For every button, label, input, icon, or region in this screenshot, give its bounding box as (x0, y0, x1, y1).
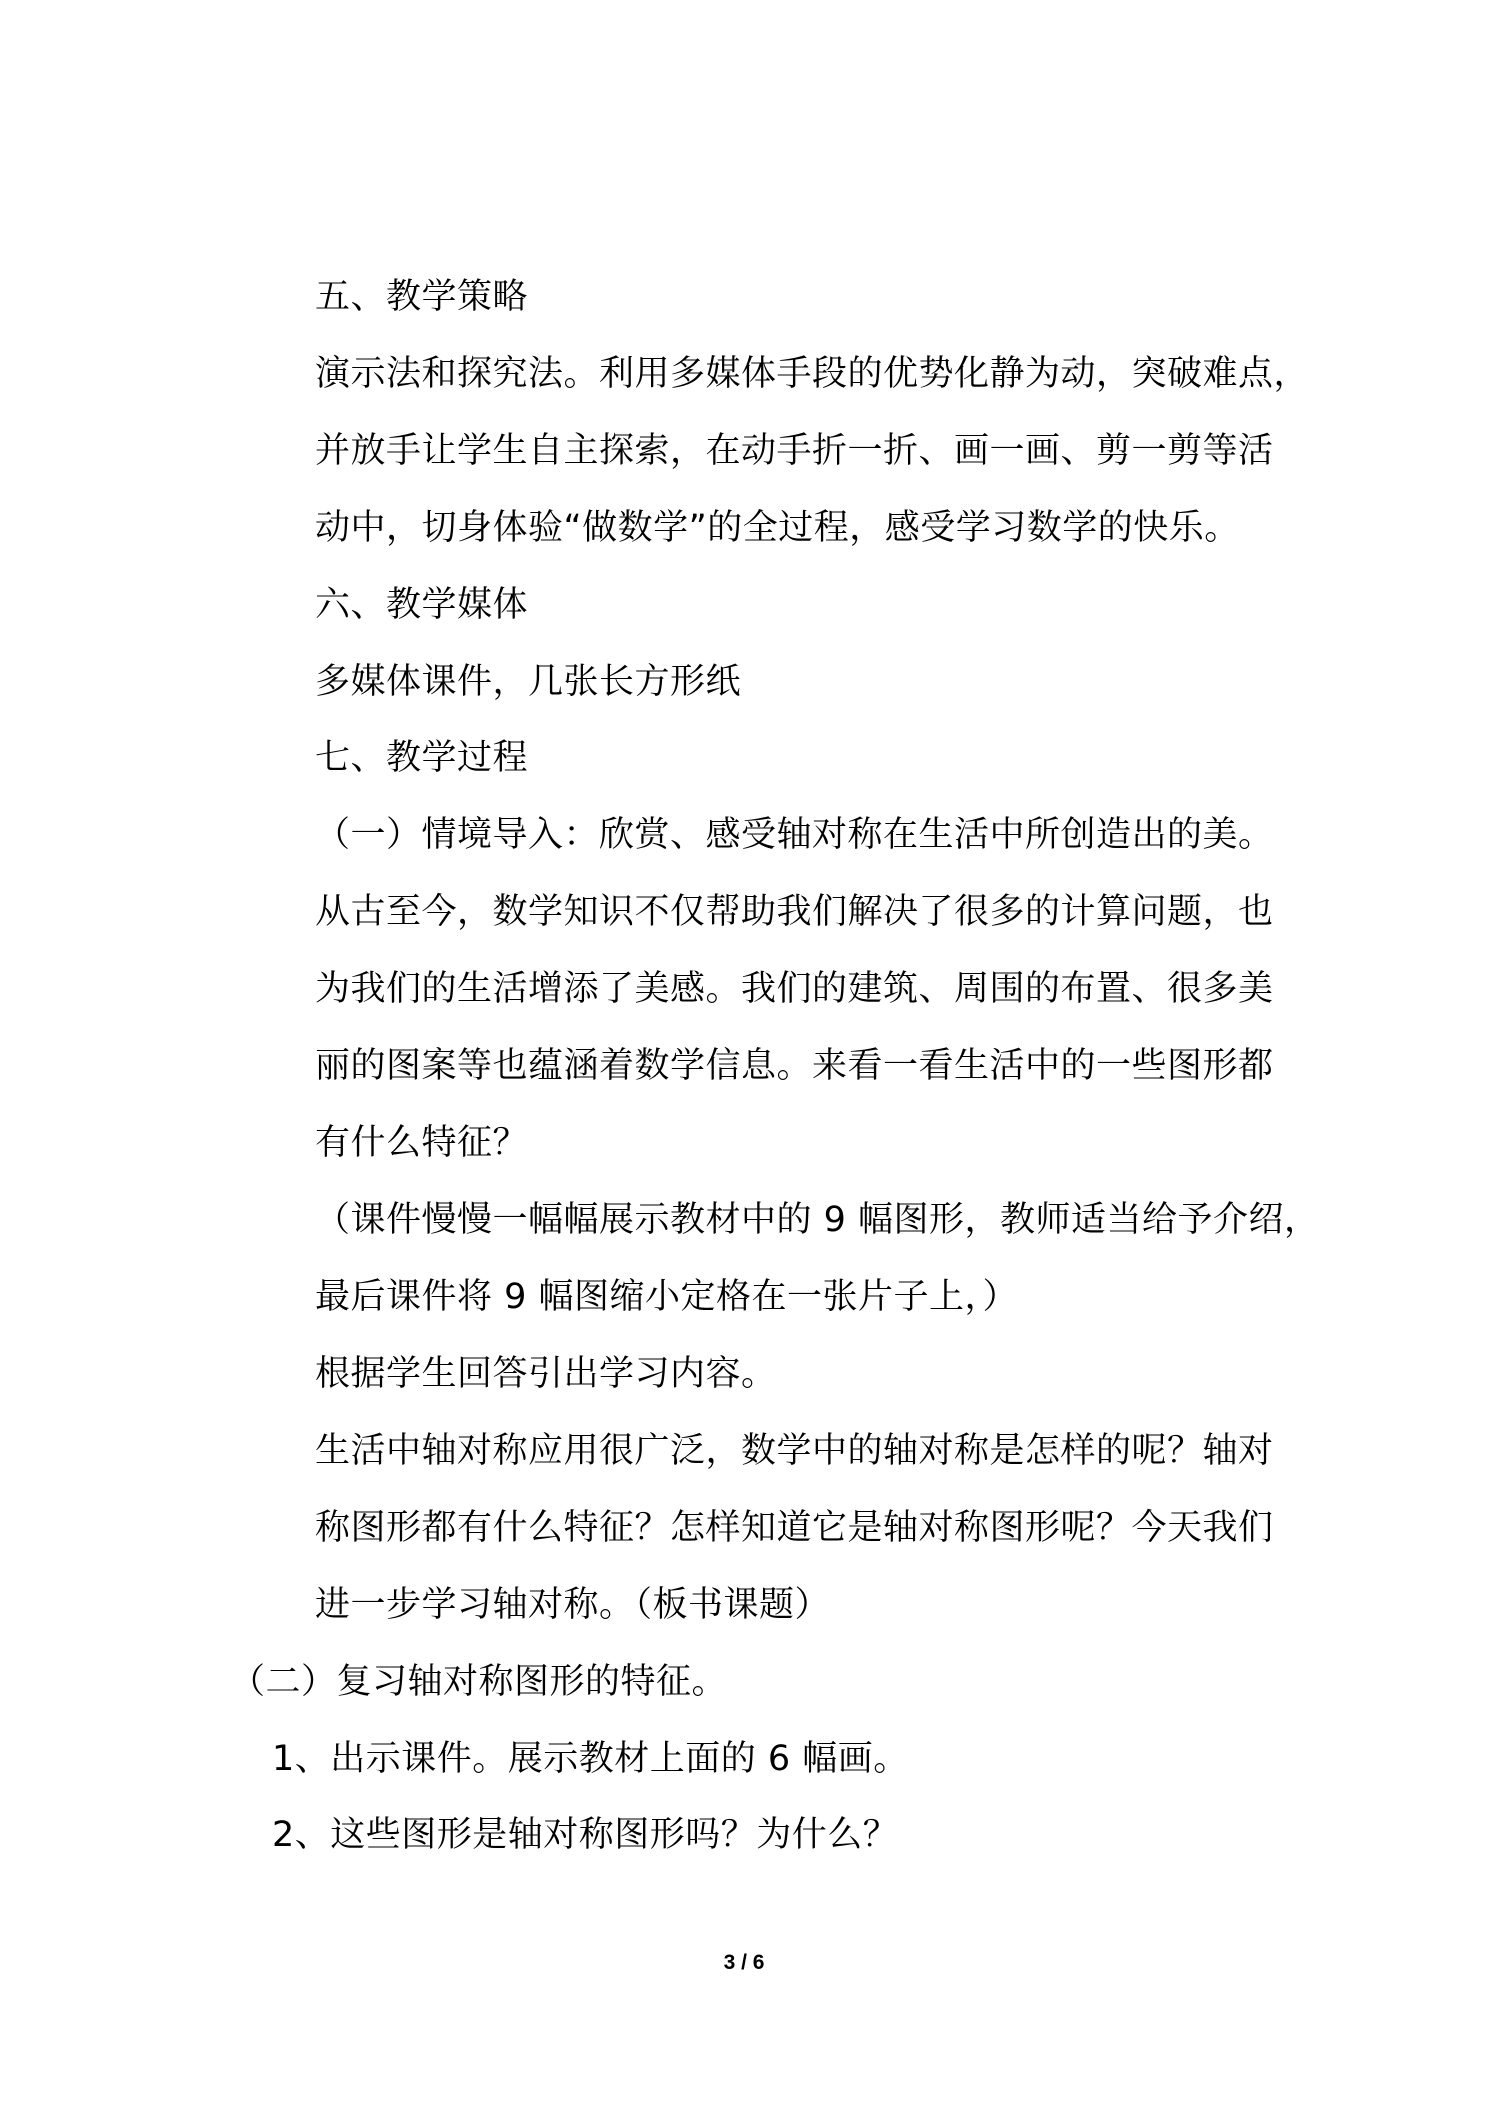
subheading-situation-intro: （一）情境导入：欣赏、感受轴对称在生活中所创造出的美。 (315, 815, 1274, 855)
subheading-review-features: （二）复习轴对称图形的特征。 (230, 1662, 728, 1702)
paragraph-line: 生活中轴对称应用很广泛，数学中的轴对称是怎样的呢？轴对 (315, 1431, 1274, 1471)
heading-teaching-media: 六、教学媒体 (315, 585, 529, 625)
paragraph-line: 演示法和探究法。利用多媒体手段的优势化静为动，突破难点， (315, 354, 1310, 394)
paragraph-line: 为我们的生活增添了美感。我们的建筑、周围的布置、很多美 (315, 969, 1274, 1009)
paragraph-line: （课件慢慢一幅幅展示教材中的 9 幅图形，教师适当给予介绍， (315, 1200, 1320, 1240)
heading-teaching-process: 七、教学过程 (315, 738, 529, 778)
list-item: 1、出示课件。展示教材上面的 6 幅画。 (272, 1739, 909, 1779)
paragraph-line: 根据学生回答引出学习内容。 (315, 1354, 777, 1394)
paragraph-line: 有什么特征？ (315, 1123, 529, 1163)
heading-teaching-strategy: 五、教学策略 (315, 277, 529, 317)
paragraph-line: 动中，切身体验“做数学”的全过程，感受学习数学的快乐。 (315, 508, 1240, 548)
paragraph-line: 称图形都有什么特征？怎样知道它是轴对称图形呢？今天我们 (315, 1508, 1274, 1548)
paragraph-line: 最后课件将 9 幅图缩小定格在一张片子上，） (315, 1277, 1019, 1317)
page-number: 3 / 6 (723, 1951, 765, 1974)
paragraph-line: 并放手让学生自主探索，在动手折一折、画一画、剪一剪等活 (315, 431, 1274, 471)
paragraph-line: 进一步学习轴对称。（板书课题） (315, 1585, 831, 1625)
list-item: 2、这些图形是轴对称图形吗？为什么？ (272, 1815, 899, 1855)
paragraph-line: 从古至今，数学知识不仅帮助我们解决了很多的计算问题，也 (315, 892, 1274, 932)
paragraph-line: 丽的图案等也蕴涵着数学信息。来看一看生活中的一些图形都 (315, 1046, 1274, 1086)
paragraph-line: 多媒体课件，几张长方形纸 (315, 662, 742, 702)
